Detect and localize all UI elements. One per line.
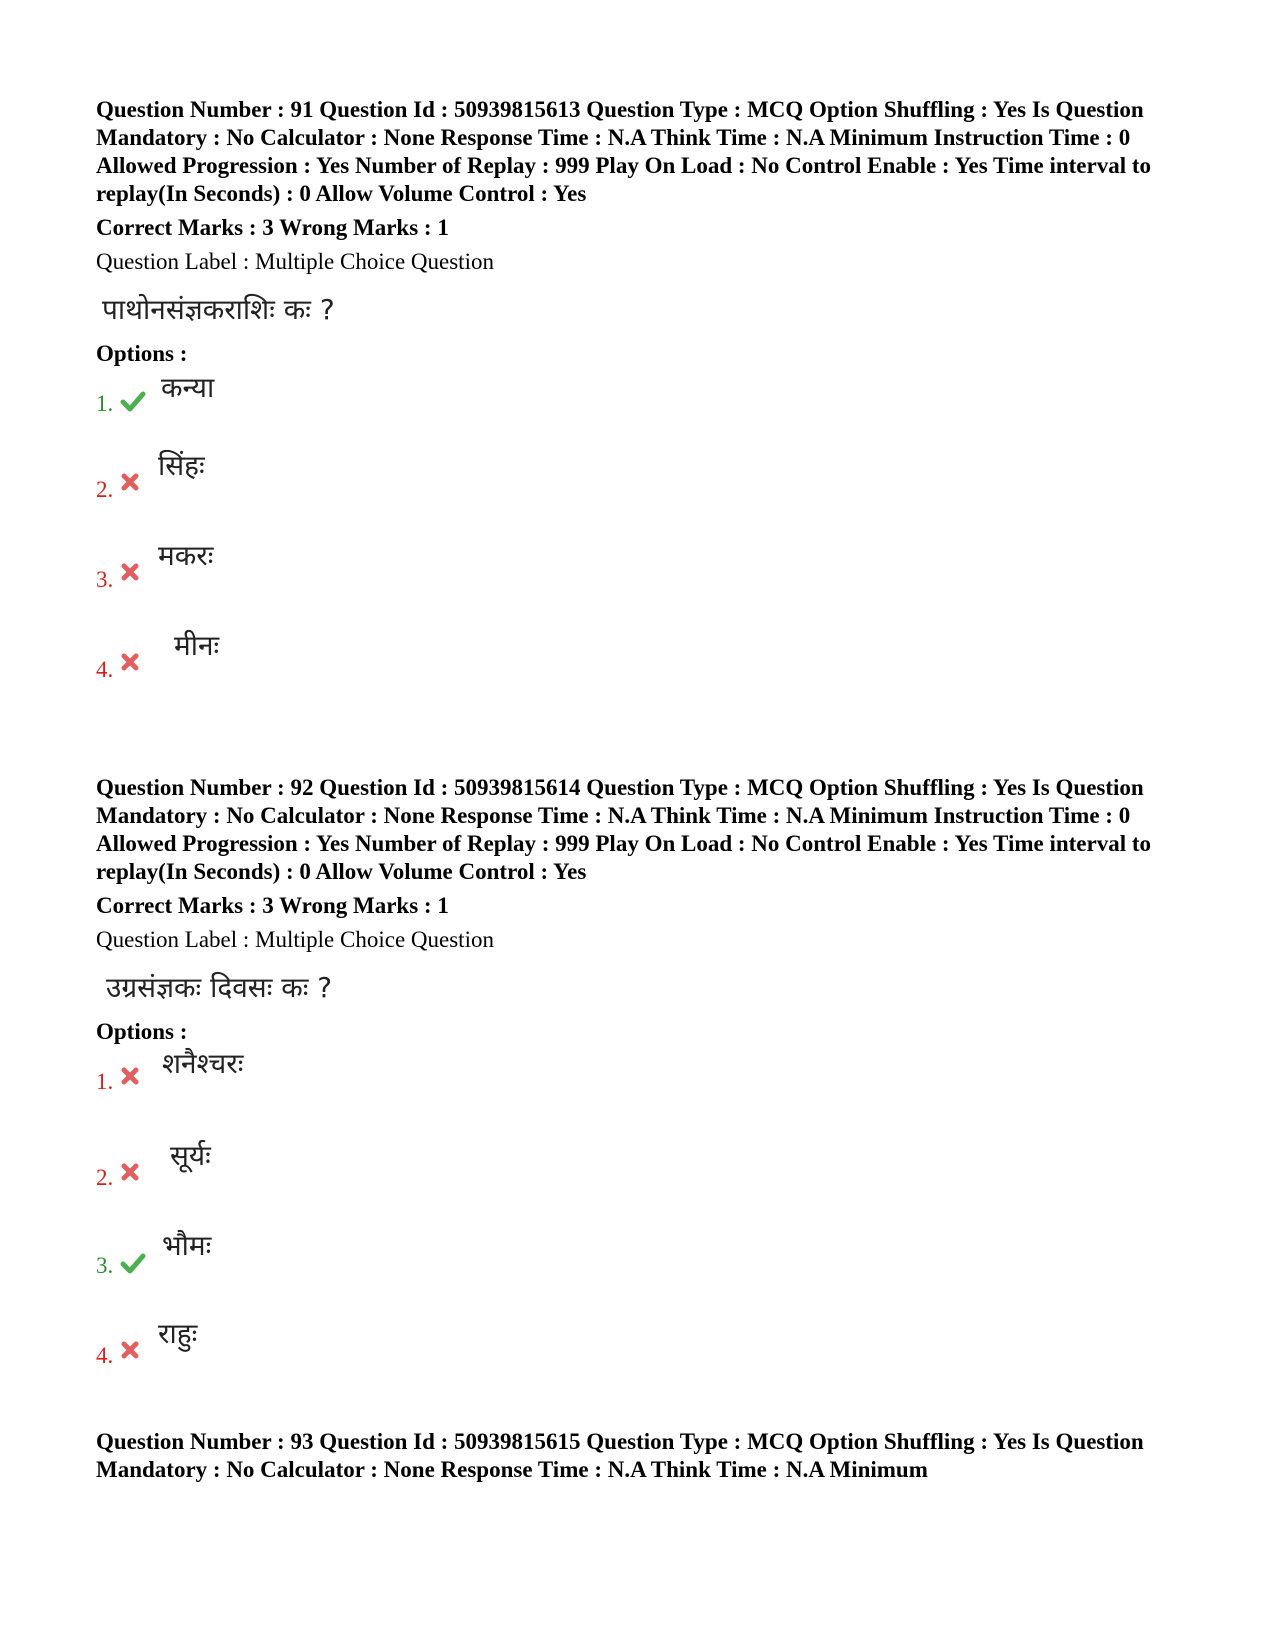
option-number: 3. [96,567,114,592]
option-text: सिंहः [158,449,205,482]
question-block-92 [96,774,1186,1412]
question-meta: Question Number : 92 Question Id : 50939815614 Question Type : MCQ Option Shuffling : Yes Is Question Mandatory : No Calculator : None Response Time : N.A Think Time : N.A Minimum Instruction Time : 0 Allowed Progression : Yes Number of Replay : 999 Play On Load : No Control Enable : Yes Time interval to replay(In Seconds) : 0 Allow Volume Control : Yes [96,775,1152,884]
question-meta: Question Number : 93 Question Id : 50939815615 Question Type : MCQ Option Shuffling : Yes Is Question Mandatory : No Calculator : None Response Time : N.A Think Time : N.A Minimum [96,1429,1144,1482]
question-label: Question Label : Multiple Choice Question [96,927,494,952]
option-text: मकरः [158,539,214,572]
option-text: राहुः [158,1317,198,1350]
question-meta: Question Number : 91 Question Id : 50939815613 Question Type : MCQ Option Shuffling : Yes Is Question Mandatory : No Calculator : None Response Time : N.A Think Time : N.A Minimum Instruction Time : 0 Allowed Progression : Yes Number of Replay : 999 Play On Load : No Control Enable : Yes Time interval to replay(In Seconds) : 0 Allow Volume Control : Yes [96,97,1152,206]
options-heading: Options : [96,1019,188,1044]
option-text: सूर्यः [170,1139,211,1172]
option-text: भौमः [162,1229,212,1262]
option-text: कन्या [161,371,215,404]
option-number: 4. [96,657,114,682]
cross-icon [120,1162,140,1182]
option-text: मीनः [174,629,220,662]
option-item [96,1046,1186,1144]
option-item [96,1317,1186,1412]
cross-icon [120,562,140,582]
option-number: 1. [96,391,114,416]
cross-icon [120,652,140,672]
option-number: 4. [96,1343,114,1368]
cross-icon [120,1066,140,1086]
option-number: 2. [96,477,114,502]
question-block-93 [96,1428,1186,1484]
question-label: Question Label : Multiple Choice Question [96,249,494,274]
question-marks: Correct Marks : 3 Wrong Marks : 1 [96,893,449,918]
option-item [96,1139,1186,1232]
document-page [96,96,1186,1484]
check-icon [120,388,146,414]
question-stem: पाथोनसंज्ञकराशिः कः ? [102,293,335,326]
option-text: शनैश्चरः [162,1047,244,1080]
option-item [96,1229,1186,1322]
question-stem: उग्रसंज्ञकः दिवसः कः ? [106,971,333,1004]
option-item [96,448,1186,538]
option-number: 2. [96,1165,114,1190]
question-block-91 [96,96,1186,718]
option-number: 1. [96,1069,114,1094]
check-icon [120,1250,146,1276]
option-item [96,368,1186,448]
option-item [96,538,1186,628]
options-heading: Options : [96,341,188,366]
question-marks: Correct Marks : 3 Wrong Marks : 1 [96,215,449,240]
option-number: 3. [96,1253,114,1278]
option-item [96,628,1186,718]
cross-icon [120,1340,140,1360]
cross-icon [120,472,140,492]
